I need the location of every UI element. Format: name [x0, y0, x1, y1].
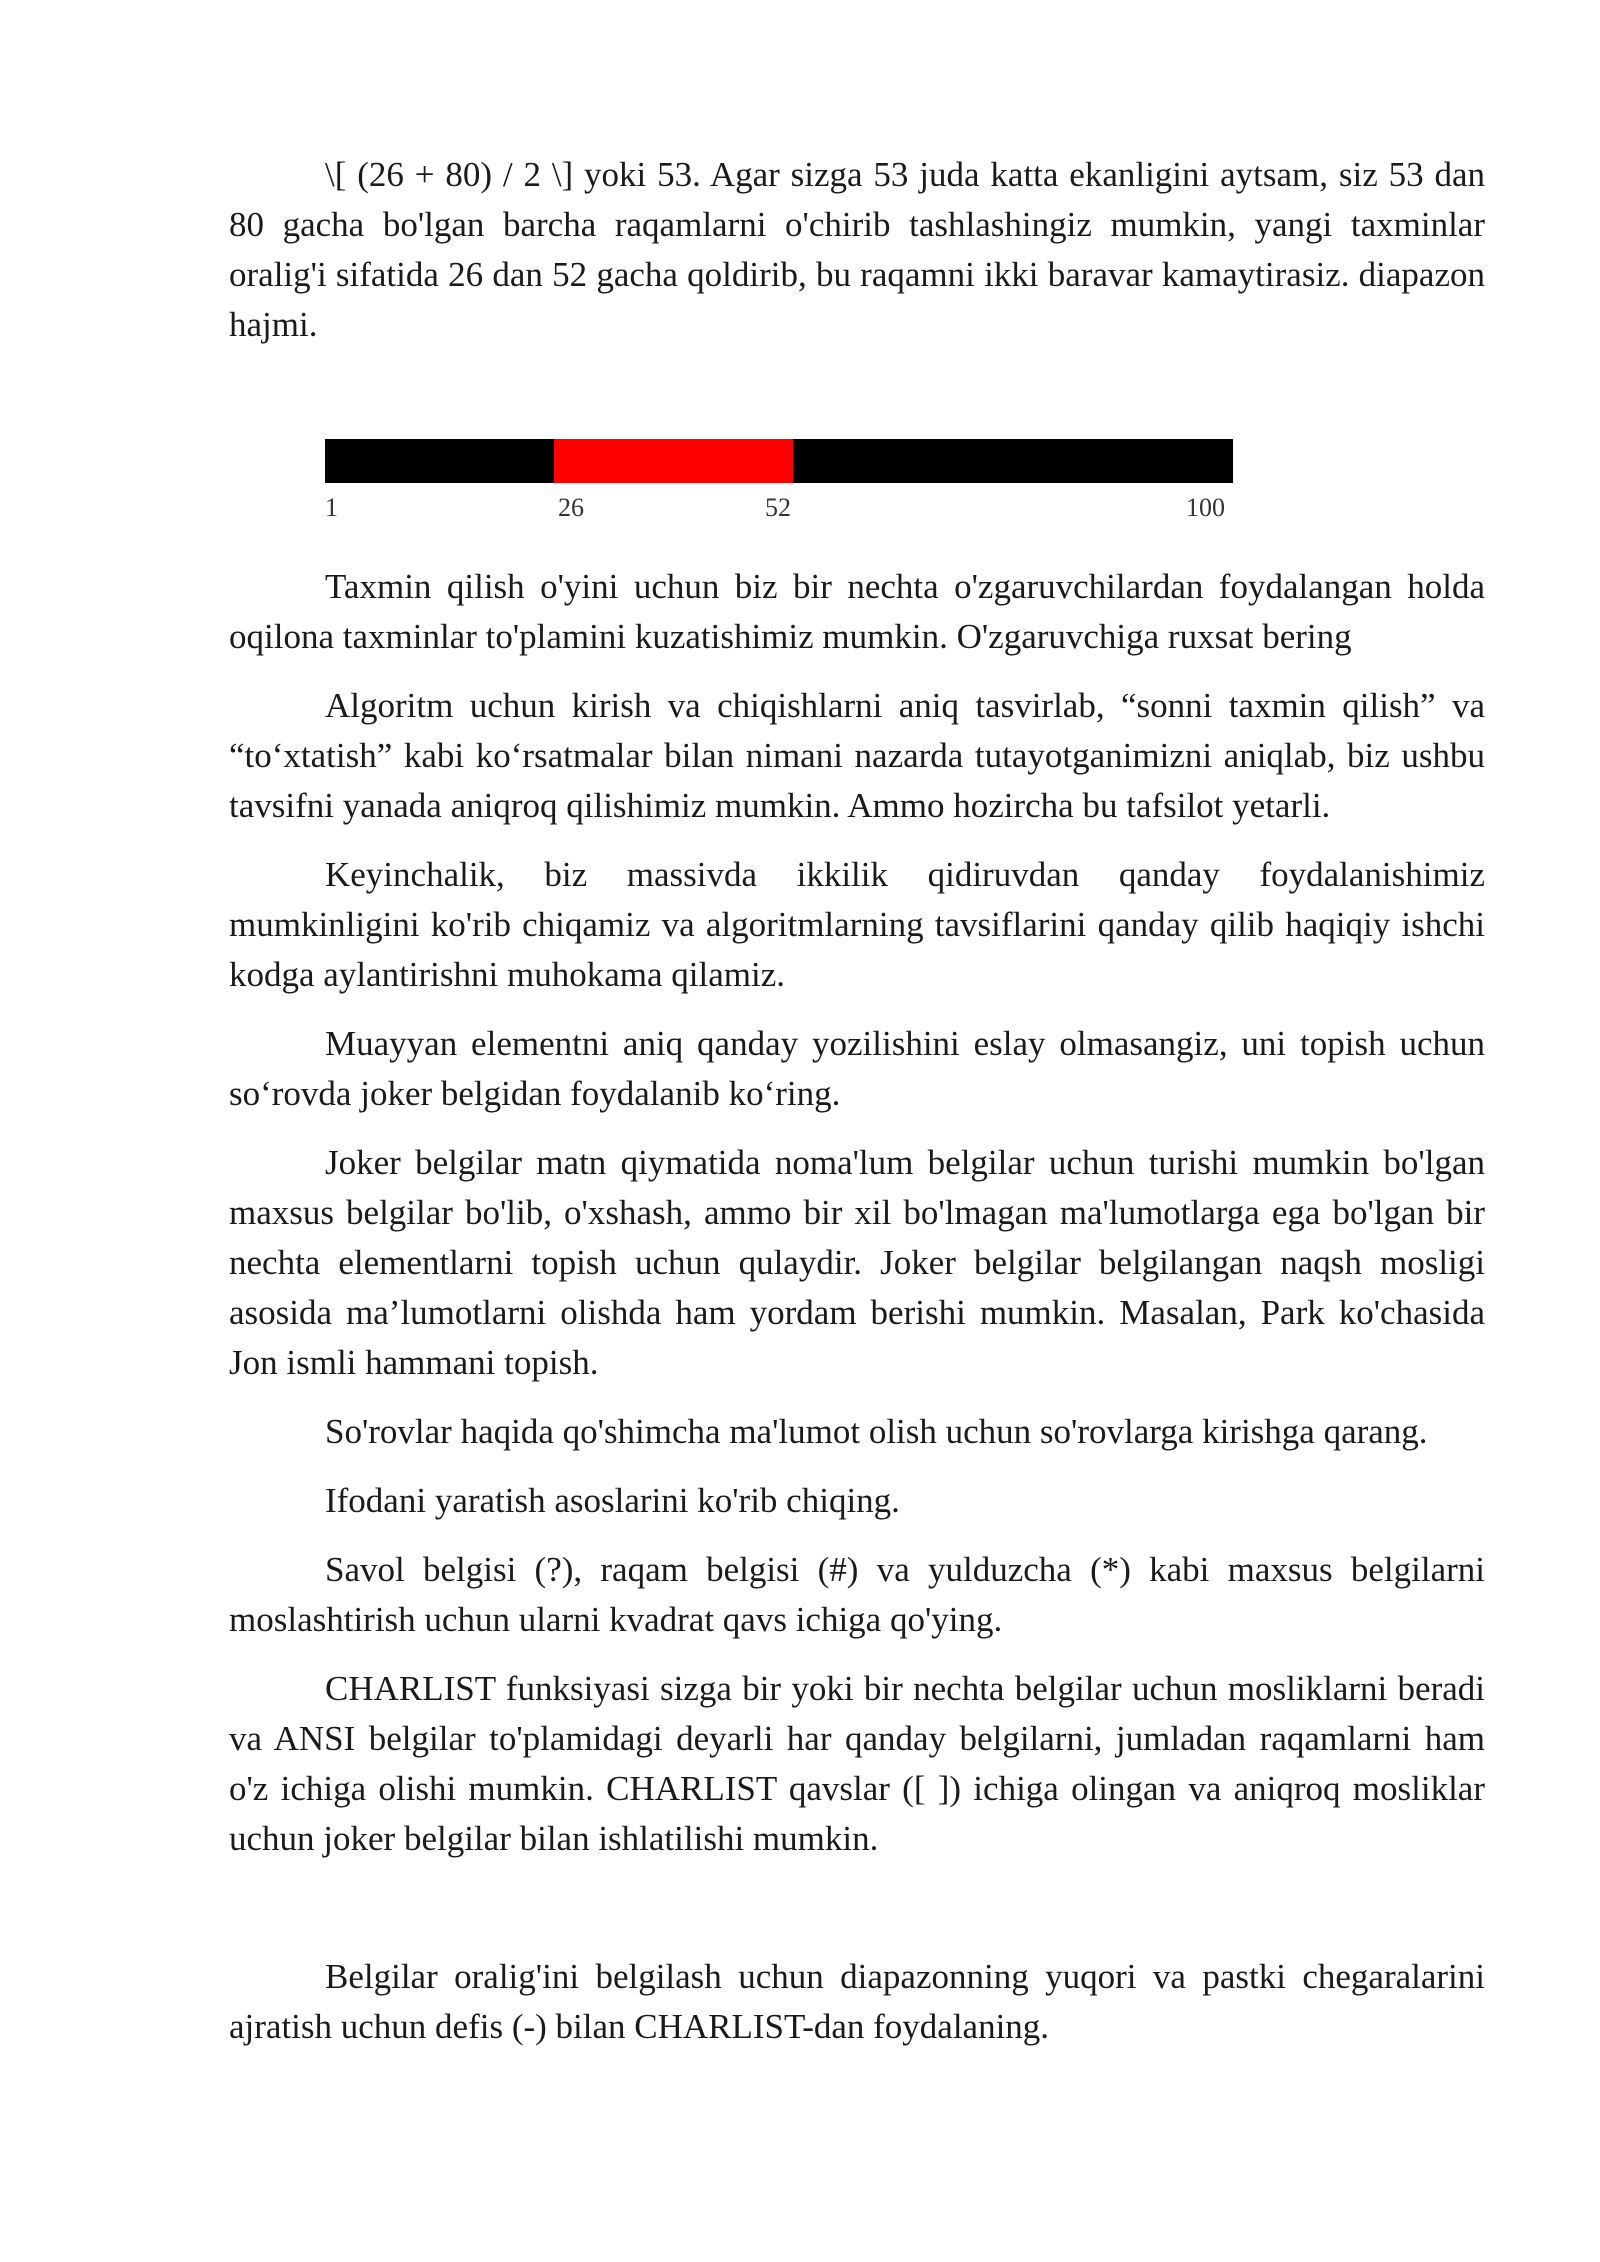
- document-page: [229, 150, 1485, 2052]
- paragraph-11: Belgilar oralig'ini belgilash uchun diapazonning yuqori va pastki chegaralarini ajratish uchun defis (-) bilan CHARLIST-dan foydalaning.: [229, 1957, 1485, 2046]
- paragraph-5: Muayyan elementni aniq qanday yozilishini eslay olmasangiz, uni topish uchun so‘rovda joker belgidan foydalanib ko‘ring.: [229, 1024, 1485, 1113]
- paragraph-9: Savol belgisi (?), raqam belgisi (#) va yulduzcha (*) kabi maxsus belgilarni moslashtirish uchun ularni kvadrat qavs ichiga qo'ying.: [229, 1550, 1485, 1639]
- paragraph-10: CHARLIST funksiyasi sizga bir yoki bir nechta belgilar uchun mosliklarni beradi va ANSI belgilar to'plamidagi deyarli har qanday belgilarni, jumladan raqamlarni ham o'z ichiga olishi mumkin. CHARLIST qavslar ([ ]) ichiga olingan va aniqroq mosliklar uchun joker belgilar bilan ishlatilishi mumkin.: [229, 1669, 1485, 1858]
- paragraph-4: Keyinchalik, biz massivda ikkilik qidiruvdan qanday foydalanishimiz mumkinligini ko'rib chiqamiz va algoritmlarning tavsiflarini qanday qilib haqiqiy ishchi kodga aylantirishni muhokama qilamiz.: [229, 855, 1485, 994]
- tick-label-100: 100: [1186, 493, 1225, 522]
- tick-label-1: 1: [325, 493, 338, 522]
- tick-label-26: 26: [558, 493, 584, 522]
- paragraph-3: Algoritm uchun kirish va chiqishlarni aniq tasvirlab, “sonni taxmin qilish” va “to‘xtatish” kabi ko‘rsatmalar bilan nimani nazarda tutayotganimizni aniqlab, biz ushbu tavsifni yanada aniqroq qilishimiz mumkin. Ammo hozircha bu tafsilot yetarli.: [229, 686, 1485, 825]
- tick-label-52: 52: [765, 493, 791, 522]
- paragraph-7: So'rovlar haqida qo'shimcha ma'lumot olish uchun so'rovlarga kirishga qarang.: [325, 1412, 1428, 1451]
- paragraph-6: Joker belgilar matn qiymatida noma'lum belgilar uchun turishi mumkin bo'lgan maxsus belgilar bo'lib, o'xshash, ammo bir xil bo'lmagan ma'lumotlarga ega bo'lgan bir nechta elementlarni topish uchun qulaydir. Joker belgilar belgilangan naqsh mosligi asosida ma’lumotlarni olishda ham yordam berishi mumkin. Masalan, Park ko'chasida Jon ismli hammani topish.: [229, 1143, 1485, 1382]
- paragraph-1: \[ (26 + 80) / 2 \] yoki 53. Agar sizga 53 juda katta ekanligini aytsam, siz 53 dan 80 gacha bo'lgan barcha raqamlarni o'chirib tashlashingiz mumkin, yangi taxminlar oralig'i sifatida 26 dan 52 gacha qoldirib, bu raqamni ikki baravar kamaytirasiz. diapazon hajmi.: [229, 155, 1485, 344]
- range-bar: [325, 439, 1233, 483]
- range-highlight-segment: [554, 439, 792, 483]
- paragraph-2: Taxmin qilish o'yini uchun biz bir nechta o'zgaruvchilardan foydalangan holda oqilona taxminlar to'plamini kuzatishimiz mumkin. O'zgaruvchiga ruxsat bering: [229, 567, 1485, 656]
- paragraph-8: Ifodani yaratish asoslarini ko'rib chiqing.: [325, 1481, 900, 1520]
